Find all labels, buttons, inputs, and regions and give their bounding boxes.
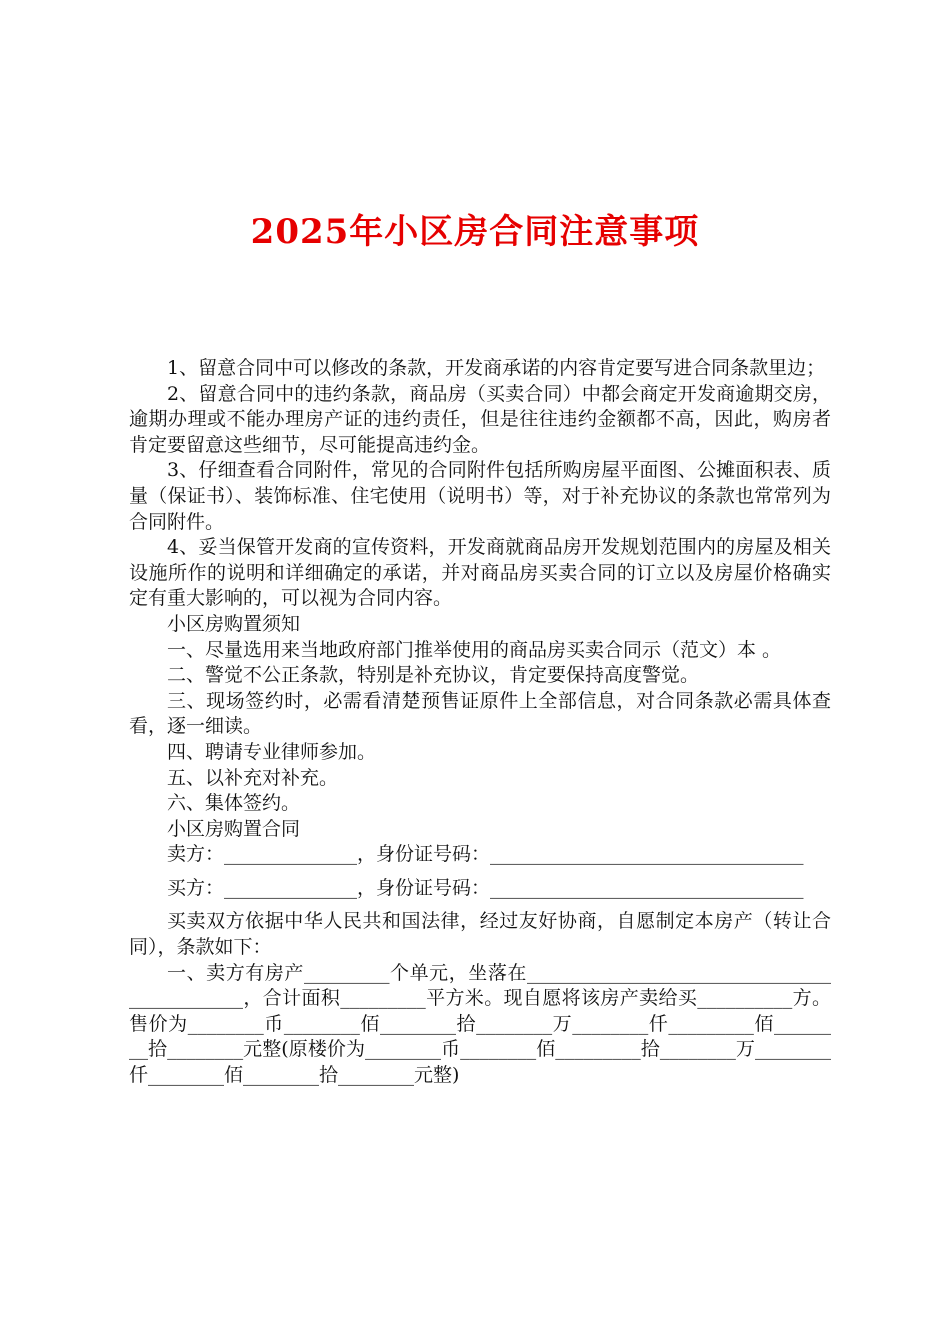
notice-item-6: 六、集体签约。 xyxy=(167,792,301,815)
seller-line: 卖方：______________，身份证号码：_________________________________ xyxy=(167,843,804,866)
contract-preamble: 买卖双方依据中华人民共和国法律，经过友好协商，自愿制定本房产（转让合同），条款如下： xyxy=(129,910,831,959)
spacer xyxy=(129,901,831,909)
contract-clause-1: 一、卖方有房产_________个单元，坐落在____________________________________________，合计面积_________平方米。现自愿将该房产卖给买__________方。售价为________币________佰________拾________万________仟_________佰________拾________元整(原楼价为________币________佰_________拾________万________仟________佰________拾________元整) xyxy=(129,961,831,1087)
buyer-line: 买方：______________，身份证号码：_________________________________ xyxy=(167,876,804,899)
paragraph-1: 1、留意合同中可以修改的条款，开发商承诺的内容肯定要写进合同条款里边； xyxy=(167,357,826,379)
notice-item-5: 五、以补充对补充。 xyxy=(167,766,339,789)
document-body xyxy=(129,356,831,1089)
notice-item-2: 二、警觉不公正条款，特别是补充协议，肯定要保持高度警觉。 xyxy=(167,664,700,687)
spacer xyxy=(129,868,831,876)
section-heading-purchase-contract: 小区房购置合同 xyxy=(167,817,301,840)
notice-item-3: 三、现场签约时，必需看清楚预售证原件上全部信息，对合同条款必需具体查看，逐一细读。 xyxy=(129,689,831,738)
section-heading-purchase-notice: 小区房购置须知 xyxy=(167,612,301,635)
document-title: 2025年小区房合同注意事项 xyxy=(250,212,700,252)
paragraph-3: 3、仔细查看合同附件，常见的合同附件包括所购房屋平面图、公摊面积表、质量（保证书）、装饰标准、住宅使用（说明书）等，对于补充协议的条款也常常列为合同附件。 xyxy=(129,459,831,533)
notice-item-1: 一、尽量选用来当地政府部门推举使用的商品房买卖合同示（范文）本 。 xyxy=(167,638,782,661)
notice-item-4: 四、聘请专业律师参加。 xyxy=(167,740,377,763)
paragraph-4: 4、妥当保管开发商的宣传资料，开发商就商品房开发规划范围内的房屋及相关设施所作的说明和详细确定的承诺，并对商品房买卖合同的订立以及房屋价格确实定有重大影响的，可以视为合同内容。 xyxy=(129,536,831,610)
paragraph-2: 2、留意合同中的违约条款，商品房（买卖合同）中都会商定开发商逾期交房，逾期办理或不能办理房产证的违约责任，但是往往违约金额都不高，因此，购房者肯定要留意这些细节，尽可能提高违约金。 xyxy=(129,382,831,456)
